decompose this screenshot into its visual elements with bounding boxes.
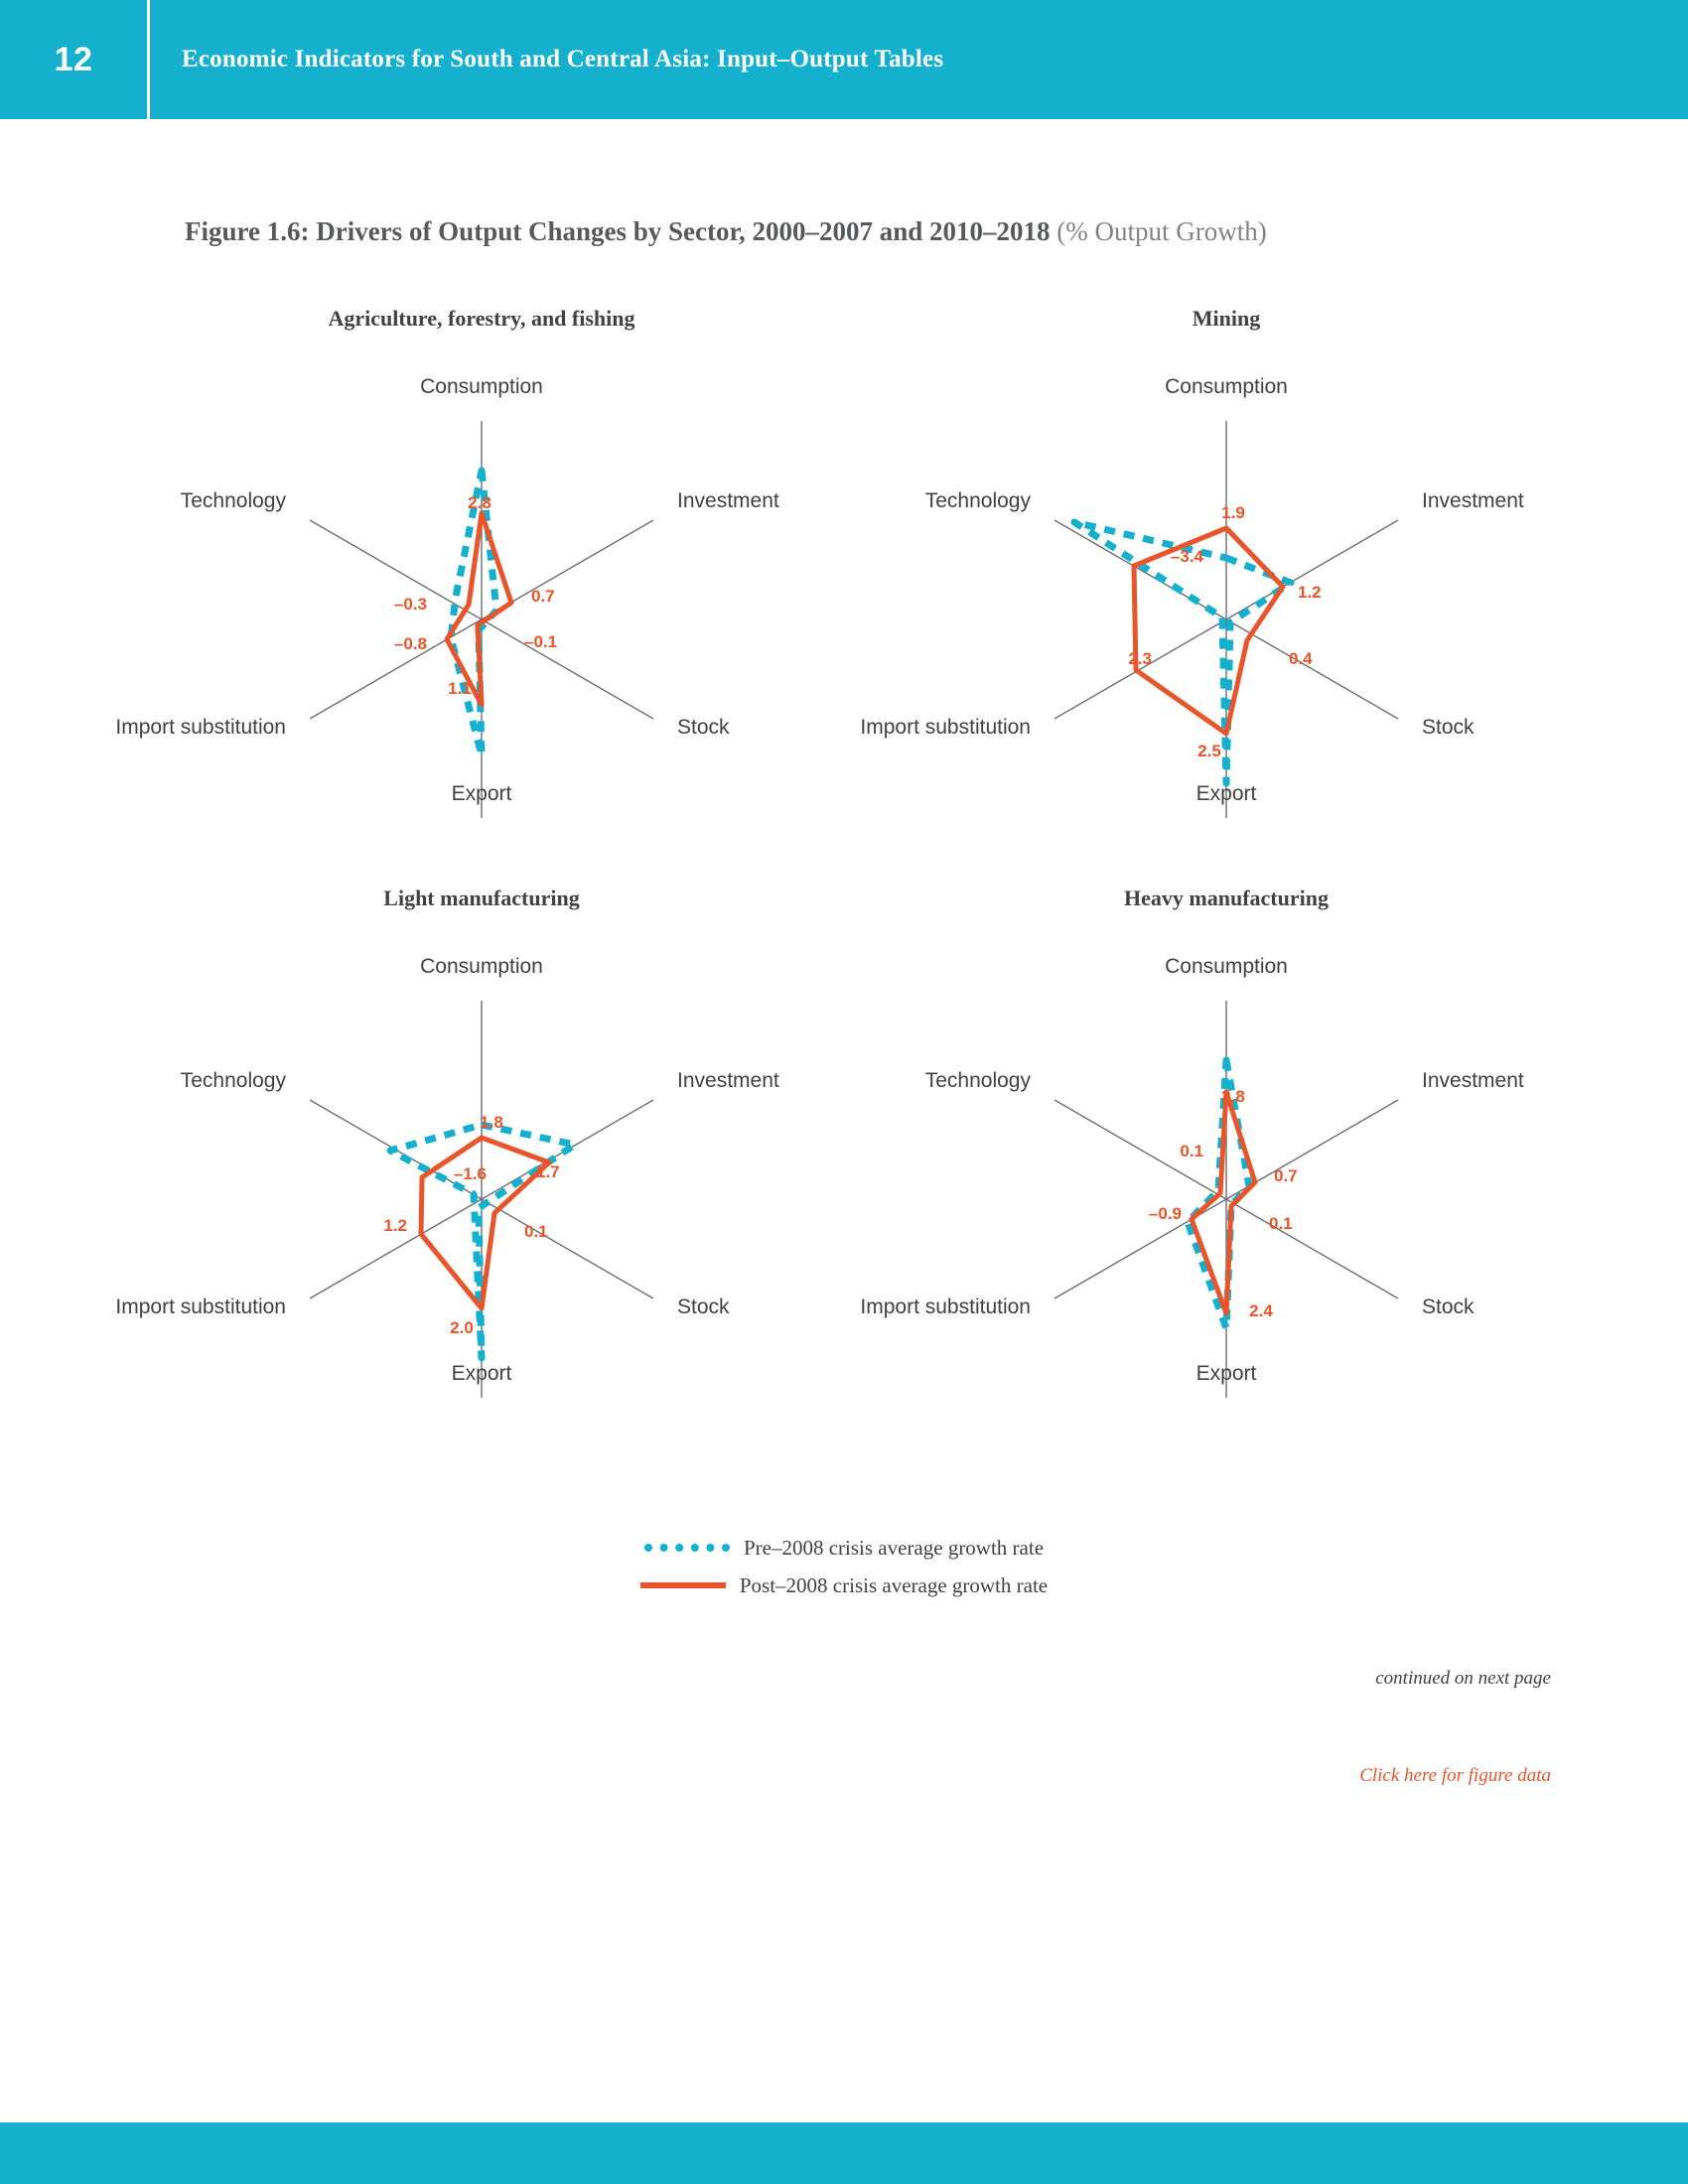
value-label-stock: 0.1 — [524, 1222, 548, 1241]
value-label-technology: –0.3 — [393, 595, 427, 614]
axis-label-consumption: Consumption — [1165, 955, 1288, 978]
value-label-export: 1.1 — [448, 679, 472, 698]
figure-title-text: Drivers of Output Changes by Sector, 2000–2007 and 2010–2018 — [316, 216, 1051, 246]
radar-wrap-heavy-manufacturing — [854, 911, 1599, 1447]
axis-label-import-substitution: Import substitution — [115, 716, 286, 739]
value-label-technology: –3.4 — [1170, 547, 1203, 566]
axis-label-investment: Investment — [1422, 489, 1524, 512]
page-number: 12 — [54, 40, 93, 78]
radar-svg-mining — [854, 332, 1599, 828]
radar-svg-light-manufacturing — [109, 911, 854, 1408]
axis-label-investment: Investment — [677, 489, 779, 512]
page-header — [0, 0, 1688, 119]
legend-label-pre-2008: Pre–2008 crisis average growth rate — [743, 1535, 1045, 1560]
chart-title-mining: Mining — [1192, 306, 1261, 331]
value-label-consumption: 1.8 — [480, 1113, 503, 1132]
chart-legend — [0, 1529, 1688, 1604]
axis-label-export: Export — [1196, 782, 1257, 805]
value-label-import-substitution: 1.2 — [383, 1216, 407, 1235]
axis-label-export: Export — [1196, 1362, 1257, 1385]
chart-title-agriculture: Agriculture, forestry, and fishing — [328, 306, 635, 331]
value-label-technology: –1.6 — [453, 1164, 487, 1183]
figure-data-link[interactable]: Click here for figure data — [1359, 1765, 1551, 1786]
axis-label-export: Export — [451, 782, 512, 805]
value-label-stock: –0.1 — [524, 632, 558, 651]
axis-label-stock: Stock — [1422, 1296, 1475, 1318]
axis-label-stock: Stock — [677, 1296, 730, 1318]
axis-label-consumption: Consumption — [420, 375, 543, 398]
figure-title — [185, 216, 1575, 247]
series-pre-2008 — [451, 471, 496, 755]
radar-wrap-agriculture — [109, 332, 854, 868]
page-footer — [0, 2122, 1688, 2184]
axis-label-import-substitution: Import substitution — [115, 1296, 286, 1318]
chart-agriculture — [109, 288, 854, 868]
axis-label-stock: Stock — [677, 716, 730, 739]
figure-subtitle: (% Output Growth) — [1056, 216, 1267, 246]
value-label-investment: 0.7 — [1274, 1166, 1298, 1185]
chart-mining — [854, 288, 1599, 868]
chart-heavy-manufacturing — [854, 868, 1599, 1447]
series-post-2008 — [1134, 528, 1283, 734]
axis-label-investment: Investment — [677, 1069, 779, 1092]
value-label-stock: 0.1 — [1269, 1214, 1293, 1233]
chart-light-manufacturing — [109, 868, 854, 1447]
axis-label-technology: Technology — [924, 1069, 1031, 1092]
legend-swatch-solid-icon — [640, 1582, 726, 1588]
axis-label-import-substitution: Import substitution — [860, 716, 1031, 739]
value-label-import-substitution: –0.8 — [393, 634, 427, 653]
chart-title-heavy-manufacturing: Heavy manufacturing — [1124, 886, 1329, 910]
value-label-investment: 0.7 — [531, 587, 555, 606]
value-label-consumption: 1.9 — [1221, 503, 1245, 522]
value-label-consumption: 2.8 — [468, 493, 492, 512]
value-label-import-substitution: 2.3 — [1128, 649, 1152, 668]
chart-row-bottom — [109, 868, 1599, 1447]
value-label-consumption: 2.8 — [1221, 1087, 1245, 1106]
chart-grid — [109, 288, 1599, 1447]
series-post-2008 — [1192, 1092, 1255, 1313]
value-label-import-substitution: –0.9 — [1148, 1204, 1182, 1223]
value-label-investment: 1.2 — [1298, 583, 1322, 602]
axis-label-technology: Technology — [180, 1069, 286, 1092]
value-label-investment: 1.7 — [536, 1162, 560, 1181]
running-title: Economic Indicators for South and Central Asia: Input–Output Tables — [182, 46, 944, 72]
radar-wrap-light-manufacturing — [109, 911, 854, 1447]
value-label-stock: 0.4 — [1289, 649, 1313, 668]
axis-label-technology: Technology — [180, 489, 286, 512]
radar-svg-heavy-manufacturing — [854, 911, 1599, 1408]
value-label-technology: 0.1 — [1180, 1142, 1203, 1160]
value-label-export: 2.4 — [1249, 1301, 1273, 1320]
axis-label-consumption: Consumption — [420, 955, 543, 978]
value-label-export: 2.0 — [450, 1318, 474, 1337]
axis-label-technology: Technology — [924, 489, 1031, 512]
axis-label-stock: Stock — [1422, 716, 1475, 739]
radar-wrap-mining — [854, 332, 1599, 868]
radar-svg-agriculture — [109, 332, 854, 828]
axis-label-import-substitution: Import substitution — [860, 1296, 1031, 1318]
figure-label: Figure 1.6: — [185, 216, 310, 246]
value-label-export: 2.5 — [1197, 742, 1221, 760]
axis-label-consumption: Consumption — [1165, 375, 1288, 398]
continued-note: continued on next page — [1375, 1668, 1551, 1689]
chart-title-light-manufacturing: Light manufacturing — [383, 886, 580, 910]
axis-label-export: Export — [451, 1362, 512, 1385]
chart-row-top — [109, 288, 1599, 868]
legend-swatch-dotted-icon — [644, 1544, 730, 1552]
axis-label-investment: Investment — [1422, 1069, 1524, 1092]
legend-label-post-2008: Post–2008 crisis average growth rate — [739, 1572, 1049, 1597]
legend-item-pre-2008 — [0, 1529, 1688, 1567]
legend-item-post-2008 — [0, 1567, 1688, 1604]
